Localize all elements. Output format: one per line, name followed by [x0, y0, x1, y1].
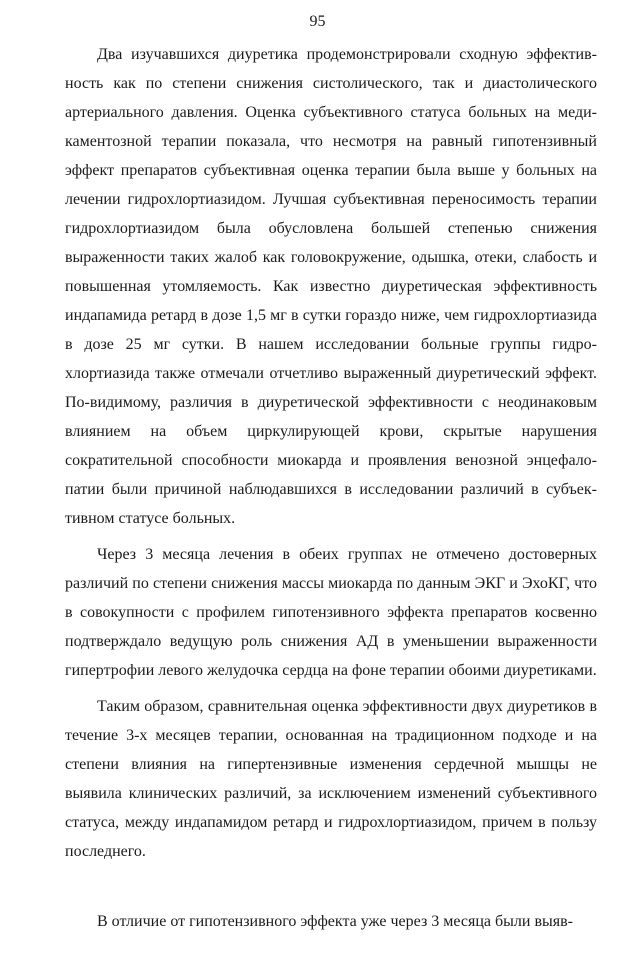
paragraph-4-first-line: В отличие от гипотензивного эффекта уже через 3 месяца были выяв- — [97, 913, 573, 930]
body-text — [65, 40, 597, 866]
paragraph-1: Два изучавшихся диуретика продемонстрировали сходную эффективность как по степени снижения систолического, так и диастолического артериального давления. Оценка субъективного статуса больных на медикаментозной терапии показала, что несмотря на равный гипотензивный эффект препаратов субъективная оценка терапии была выше у больных на лечении гидрохлортиазидом. Лучшая субъективная переносимость терапии гидрохлортиазидом была обусловлена большей степенью снижения выраженности таких жалоб как головокружение, одышка, отеки, слабость и повышенная утомляемость. Как известно диуретическая эффективность индапамида ретард в дозе 1,5 мг в сутки гораздо ниже, чем гидрохлортиазида в дозе 25 мг сутки. В нашем исследовании больные группы гидрохлортиазида также отмечали отчетливо выраженный диуретический эффект. По-видимому, различия в диуретической эффективности с неодинаковым влиянием на объем циркулирующей крови, скрытые нарушения сократительной способности миокарда и проявления венозной энцефалопатии были причиной наблюдавшихся в исследовании различий в субъективном статусе больных. — [65, 46, 597, 527]
paragraph-2: Через 3 месяца лечения в обеих группах не отмечено достоверных различий по степени снижения массы миокарда по данным ЭКГ и ЭхоКГ, что в совокупности с профилем гипотензивного эффекта препаратов косвенно подтверждало ведущую роль снижения АД в уменьшении выраженности гипертрофии левого желудочка сердца на фоне терапии обоими диуретиками. — [65, 546, 597, 679]
paragraph-3: Таким образом, сравнительная оценка эффективности двух диуретиков в течение 3-х месяцев терапии, основанная на традиционном подходе и на степени влияния на гипертензивные изменения сердечной мышцы не выявила клинических различий, за исключением изменений субъективного статуса, между индапамидом ретард и гидрохлортиазидом, причем в пользу последнего. — [65, 698, 597, 860]
page-number: 95 — [309, 13, 326, 30]
